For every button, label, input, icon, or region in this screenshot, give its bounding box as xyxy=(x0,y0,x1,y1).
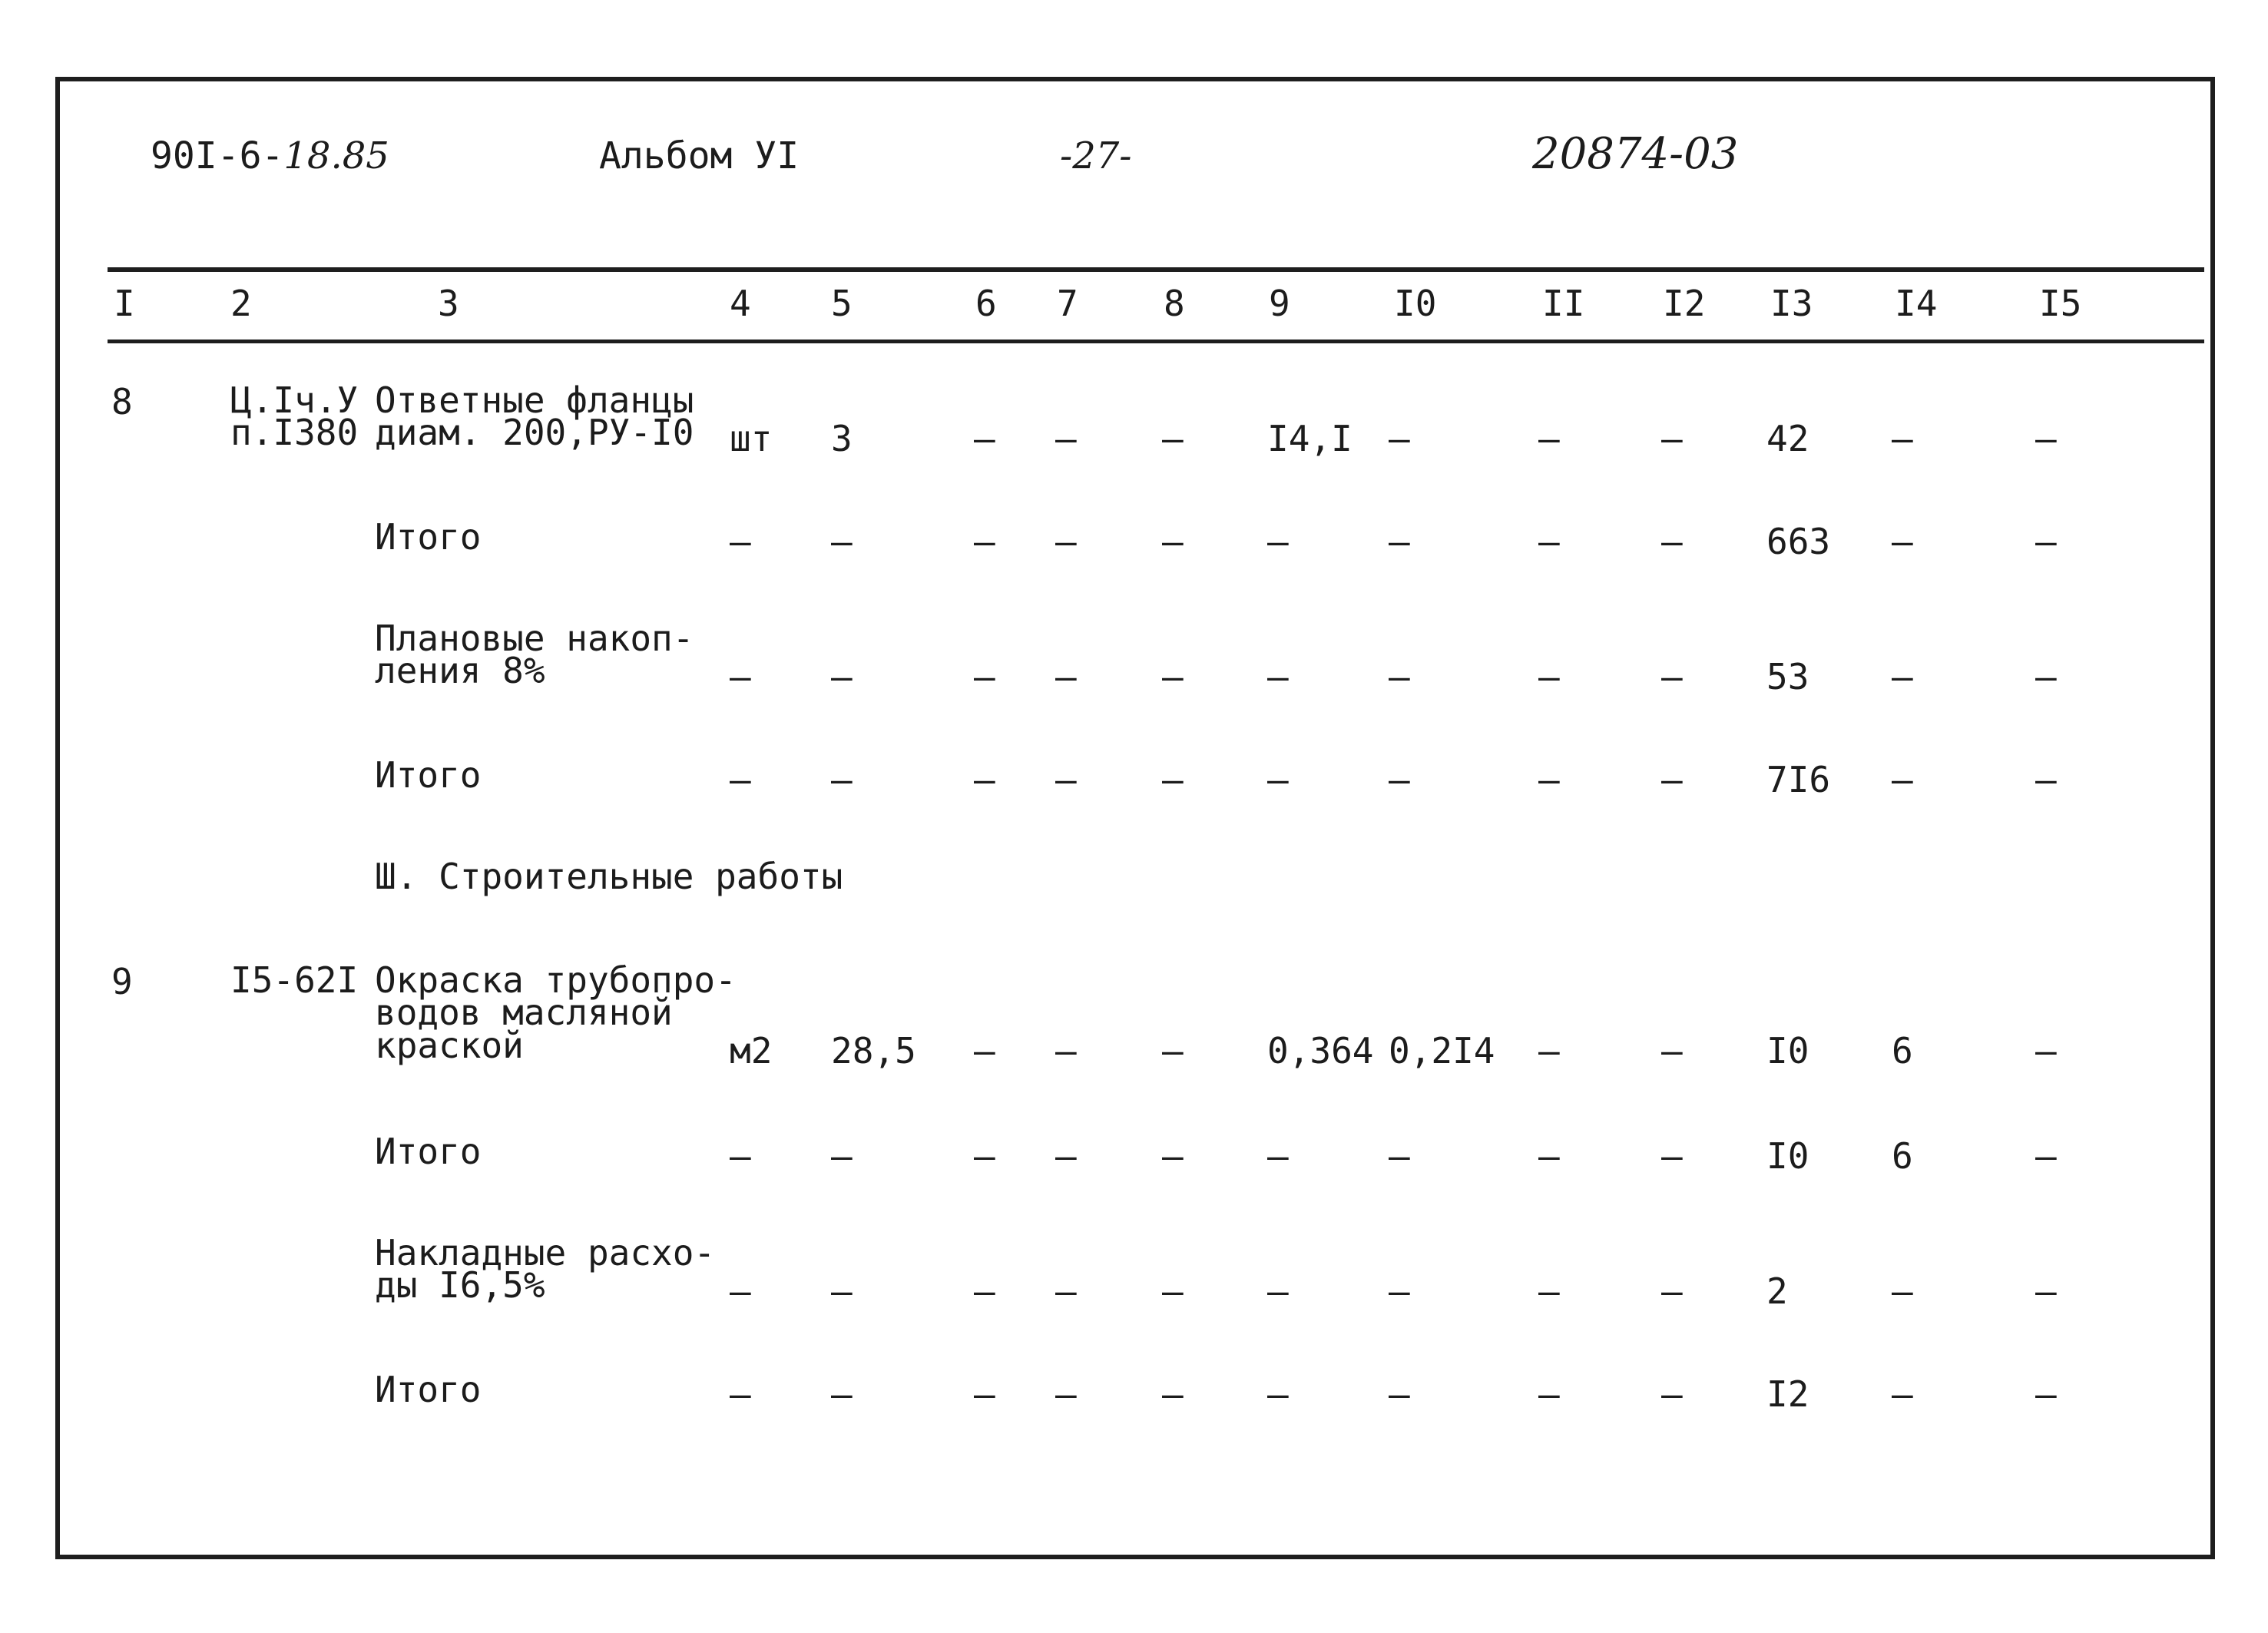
cell-col-12: – xyxy=(1661,656,1683,697)
cell-col-6: – xyxy=(974,1030,995,1072)
cell-col-9: – xyxy=(1267,759,1289,800)
cell-col-6: – xyxy=(974,418,995,459)
column-number-15: I5 xyxy=(2039,283,2082,324)
column-number-12: I2 xyxy=(1663,283,1706,324)
document-code-handwritten: 18.85 xyxy=(283,134,389,177)
cell-col-10: 0,2I4 xyxy=(1389,1030,1495,1072)
page-frame xyxy=(55,77,2215,1559)
cell-col-7: – xyxy=(1055,656,1077,697)
cell-col-8: – xyxy=(1162,1373,1184,1415)
cell-col-15: – xyxy=(2035,759,2057,800)
page-number: -27- xyxy=(1060,134,1132,177)
cell-col-1: 8 xyxy=(111,381,133,422)
cell-col-3: Итого xyxy=(375,1131,482,1172)
cell-col-5: – xyxy=(831,521,853,562)
cell-col-5: – xyxy=(831,759,853,800)
cell-col-11: – xyxy=(1538,418,1560,459)
column-number-2: 2 xyxy=(230,283,252,324)
cell-col-10: – xyxy=(1389,1135,1410,1177)
document-number: 20874-03 xyxy=(1532,129,1739,179)
cell-col-10: – xyxy=(1389,1373,1410,1415)
album-label: Альбом УI xyxy=(599,134,800,177)
cell-col-13: 2 xyxy=(1766,1270,1788,1312)
cell-col-6: – xyxy=(974,656,995,697)
cell-col-13: 53 xyxy=(1766,656,1809,697)
cell-col-9: 0,364 xyxy=(1267,1030,1374,1072)
cell-col-15: – xyxy=(2035,418,2057,459)
cell-col-2: Ц.Iч.У п.I380 xyxy=(230,379,359,454)
cell-col-12: – xyxy=(1661,1270,1683,1312)
cell-col-13: I0 xyxy=(1766,1030,1809,1072)
cell-col-3: Итого xyxy=(375,1369,482,1410)
cell-col-10: – xyxy=(1389,1270,1410,1312)
cell-col-5: 28,5 xyxy=(831,1030,916,1072)
cell-col-15: – xyxy=(2035,1135,2057,1177)
cell-col-6: – xyxy=(974,759,995,800)
cell-col-7: – xyxy=(1055,1373,1077,1415)
cell-col-11: – xyxy=(1538,1030,1560,1072)
cell-col-8: – xyxy=(1162,1030,1184,1072)
header-bottom-rule xyxy=(108,340,2204,343)
cell-col-7: – xyxy=(1055,521,1077,562)
cell-col-14: – xyxy=(1892,1270,1913,1312)
cell-col-6: – xyxy=(974,1373,995,1415)
cell-col-5: 3 xyxy=(831,418,853,459)
cell-col-12: – xyxy=(1661,759,1683,800)
cell-col-3: Окраска трубопро- водов масляной краской xyxy=(375,959,737,1066)
cell-col-4: – xyxy=(730,1373,751,1415)
cell-col-6: – xyxy=(974,1135,995,1177)
cell-col-4: – xyxy=(730,521,751,562)
cell-col-13: I2 xyxy=(1766,1373,1809,1415)
cell-col-3: Ответные фланцы диам. 200,РУ-I0 xyxy=(375,379,694,454)
cell-col-9: – xyxy=(1267,521,1289,562)
cell-col-8: – xyxy=(1162,1270,1184,1312)
cell-col-9: – xyxy=(1267,1270,1289,1312)
cell-col-5: – xyxy=(831,1373,853,1415)
cell-col-11: – xyxy=(1538,656,1560,697)
cell-col-11: – xyxy=(1538,759,1560,800)
cell-col-3: Плановые накоп- ления 8% xyxy=(375,618,694,692)
column-number-5: 5 xyxy=(831,283,853,324)
header-top-rule xyxy=(108,267,2204,272)
column-number-10: I0 xyxy=(1394,283,1437,324)
cell-col-14: – xyxy=(1892,759,1913,800)
cell-col-15: – xyxy=(2035,1270,2057,1312)
cell-col-3: Ш. Строительные работы xyxy=(375,856,843,897)
column-number-14: I4 xyxy=(1895,283,1938,324)
cell-col-13: I0 xyxy=(1766,1135,1809,1177)
cell-col-14: – xyxy=(1892,1373,1913,1415)
cell-col-7: – xyxy=(1055,759,1077,800)
column-number-9: 9 xyxy=(1269,283,1290,324)
cell-col-15: – xyxy=(2035,1373,2057,1415)
cell-col-15: – xyxy=(2035,1030,2057,1072)
cell-col-14: 6 xyxy=(1892,1030,1913,1072)
cell-col-15: – xyxy=(2035,656,2057,697)
cell-col-12: – xyxy=(1661,521,1683,562)
cell-col-7: – xyxy=(1055,418,1077,459)
column-number-1: I xyxy=(114,283,135,324)
column-number-11: II xyxy=(1542,283,1585,324)
cell-col-3: Итого xyxy=(375,516,482,558)
cell-col-11: – xyxy=(1538,1270,1560,1312)
cell-col-8: – xyxy=(1162,759,1184,800)
cell-col-4: – xyxy=(730,1135,751,1177)
column-number-3: 3 xyxy=(438,283,459,324)
cell-col-3: Итого xyxy=(375,754,482,796)
cell-col-11: – xyxy=(1538,521,1560,562)
cell-col-14: – xyxy=(1892,521,1913,562)
cell-col-7: – xyxy=(1055,1030,1077,1072)
cell-col-10: – xyxy=(1389,418,1410,459)
column-number-4: 4 xyxy=(730,283,751,324)
cell-col-4: – xyxy=(730,656,751,697)
cell-col-13: 7I6 xyxy=(1766,759,1831,800)
cell-col-4: м2 xyxy=(730,1030,773,1072)
document-code-prefix: 90I-6- xyxy=(151,134,284,177)
column-number-8: 8 xyxy=(1164,283,1185,324)
cell-col-4: шт xyxy=(730,418,773,459)
cell-col-12: – xyxy=(1661,418,1683,459)
cell-col-12: – xyxy=(1661,1373,1683,1415)
cell-col-5: – xyxy=(831,656,853,697)
cell-col-14: – xyxy=(1892,656,1913,697)
cell-col-7: – xyxy=(1055,1135,1077,1177)
cell-col-13: 42 xyxy=(1766,418,1809,459)
cell-col-15: – xyxy=(2035,521,2057,562)
cell-col-7: – xyxy=(1055,1270,1077,1312)
cell-col-8: – xyxy=(1162,1135,1184,1177)
cell-col-1: 9 xyxy=(111,961,133,1002)
cell-col-12: – xyxy=(1661,1135,1683,1177)
cell-col-12: – xyxy=(1661,1030,1683,1072)
cell-col-4: – xyxy=(730,1270,751,1312)
cell-col-10: – xyxy=(1389,656,1410,697)
cell-col-9: – xyxy=(1267,656,1289,697)
cell-col-9: – xyxy=(1267,1373,1289,1415)
cell-col-3: Накладные расхо- ды I6,5% xyxy=(375,1232,716,1307)
cell-col-9: I4,I xyxy=(1267,418,1353,459)
cell-col-6: – xyxy=(974,521,995,562)
cell-col-13: 663 xyxy=(1766,521,1831,562)
cell-col-8: – xyxy=(1162,418,1184,459)
cell-col-2: I5-62I xyxy=(230,959,359,1001)
cell-col-6: – xyxy=(974,1270,995,1312)
cell-col-8: – xyxy=(1162,521,1184,562)
document-code xyxy=(151,134,389,177)
cell-col-8: – xyxy=(1162,656,1184,697)
cell-col-5: – xyxy=(831,1135,853,1177)
cell-col-10: – xyxy=(1389,521,1410,562)
cell-col-4: – xyxy=(730,759,751,800)
cell-col-5: – xyxy=(831,1270,853,1312)
cell-col-11: – xyxy=(1538,1135,1560,1177)
cell-col-14: – xyxy=(1892,418,1913,459)
column-number-7: 7 xyxy=(1057,283,1078,324)
cell-col-10: – xyxy=(1389,759,1410,800)
column-number-13: I3 xyxy=(1770,283,1813,324)
cell-col-11: – xyxy=(1538,1373,1560,1415)
column-number-6: 6 xyxy=(975,283,997,324)
cell-col-14: 6 xyxy=(1892,1135,1913,1177)
cell-col-9: – xyxy=(1267,1135,1289,1177)
